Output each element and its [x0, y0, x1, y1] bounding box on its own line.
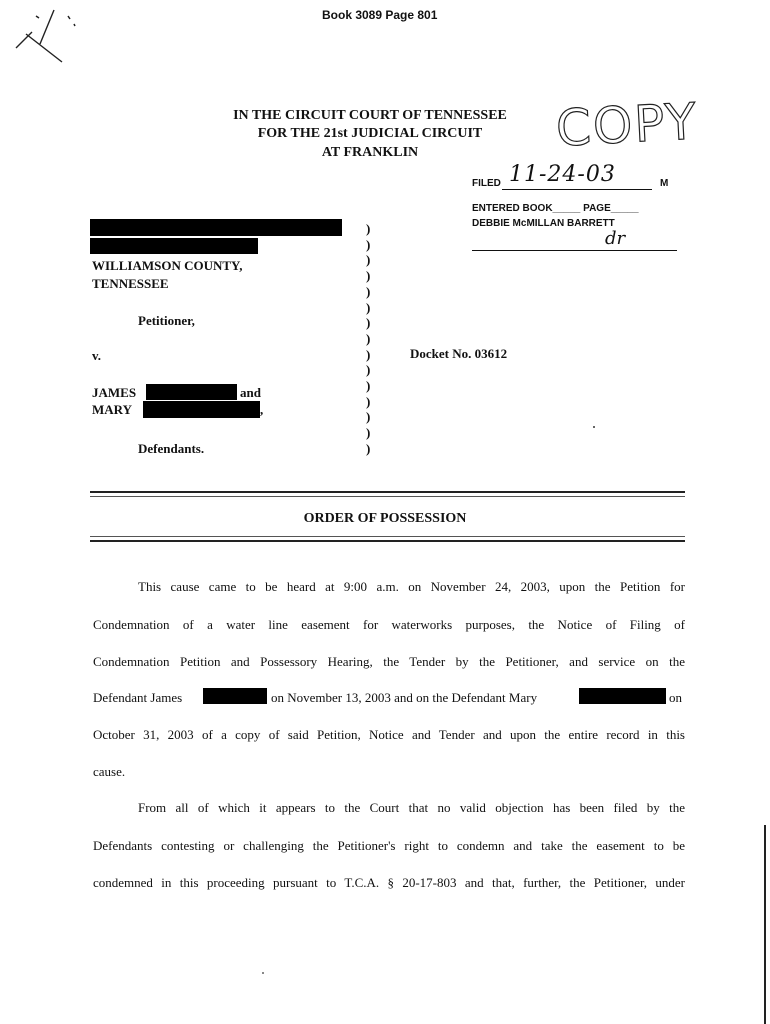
body-paragraph1-line1: This cause came to be heard at 9:00 a.m. on November 24, 2003, upon the Petition for — [138, 579, 685, 594]
filed-underline — [502, 189, 652, 190]
defendant-and: and — [240, 385, 261, 400]
body-paragraph2-line3: condemned in this proceeding pursuant to T.C.A. § 20-17-803 and that, further, the Petitioner, under — [93, 875, 685, 890]
speck — [593, 426, 595, 428]
redaction-bar — [90, 238, 258, 254]
court-name-line1: IN THE CIRCUIT COURT OF TENNESSEE — [233, 108, 507, 123]
redaction-bar — [143, 401, 260, 418]
speck — [262, 972, 264, 974]
service-defendant-james: Defendant James — [93, 690, 183, 705]
caption-parentheses: ) ) ) ) ) ) ) ) ) ) ) ) ) ) ) — [366, 221, 371, 456]
service-date-james: on November 13, 2003 and on the Defendant Mary — [271, 690, 538, 705]
versus: v. — [92, 348, 102, 363]
title-rule-top-thin — [90, 496, 685, 497]
filed-date: 11-24-03 — [509, 162, 616, 187]
court-name-line3: AT FRANKLIN — [321, 145, 419, 160]
body-paragraph1-line4 — [93, 690, 685, 706]
defendant2-comma: , — [260, 402, 264, 417]
body-paragraph2-line1: From all of which it appears to the Court that no valid objection has been filed by the — [138, 800, 685, 815]
redaction-bar — [90, 219, 342, 236]
clerk-name: DEBBIE McMILLAN BARRETT — [472, 218, 615, 229]
copy-stamp: COPY — [554, 92, 700, 158]
body-paragraph1-line5: October 31, 2003 of a copy of said Petition, Notice and Tender and upon the entire record in this — [93, 727, 685, 742]
filed-label: FILED — [472, 178, 501, 189]
handwritten-mark — [8, 4, 78, 64]
entered-book-page: ENTERED BOOK_____ PAGE_____ — [472, 203, 639, 214]
redaction-bar — [579, 688, 666, 704]
defendants-label: Defendants. — [138, 441, 205, 456]
redaction-bar — [146, 384, 237, 400]
petitioner-label: Petitioner, — [138, 313, 195, 328]
book-page-header: Book 3089 Page 801 — [322, 8, 438, 22]
body-paragraph1-line2: Condemnation of a water line easement for waterworks purposes, the Notice of Filing of — [93, 617, 685, 632]
petitioner-name-line2: TENNESSEE — [92, 276, 169, 291]
clerk-initials: dr — [605, 228, 626, 249]
court-name-line2: FOR THE 21st JUDICIAL CIRCUIT — [257, 126, 483, 141]
filed-stamp — [472, 162, 669, 189]
body-paragraph1-line6: cause. — [93, 764, 126, 779]
title-rule-bottom — [90, 540, 685, 542]
body-paragraph1-line3: Condemnation Petition and Possessory Hearing, the Tender by the Petitioner, and service on the — [93, 654, 685, 669]
redaction-bar — [203, 688, 267, 704]
title-rule-bottom-thin — [90, 536, 685, 537]
service-on: on — [669, 690, 682, 705]
clerk-signature-line — [472, 250, 677, 251]
defendant1-first-name: JAMES — [92, 385, 137, 400]
body-paragraph2-line2: Defendants contesting or challenging the Petitioner's right to condemn and take the easement to be — [93, 838, 685, 853]
petitioner-name-line1: WILLIAMSON COUNTY, — [92, 258, 243, 273]
scan-edge-line — [764, 825, 766, 1024]
docket-number: Docket No. 03612 — [410, 346, 508, 361]
title-rule-top — [90, 491, 685, 493]
defendant2-first-name: MARY — [92, 402, 132, 417]
filed-suffix: M — [660, 178, 669, 189]
order-title: ORDER OF POSSESSION — [303, 511, 467, 526]
